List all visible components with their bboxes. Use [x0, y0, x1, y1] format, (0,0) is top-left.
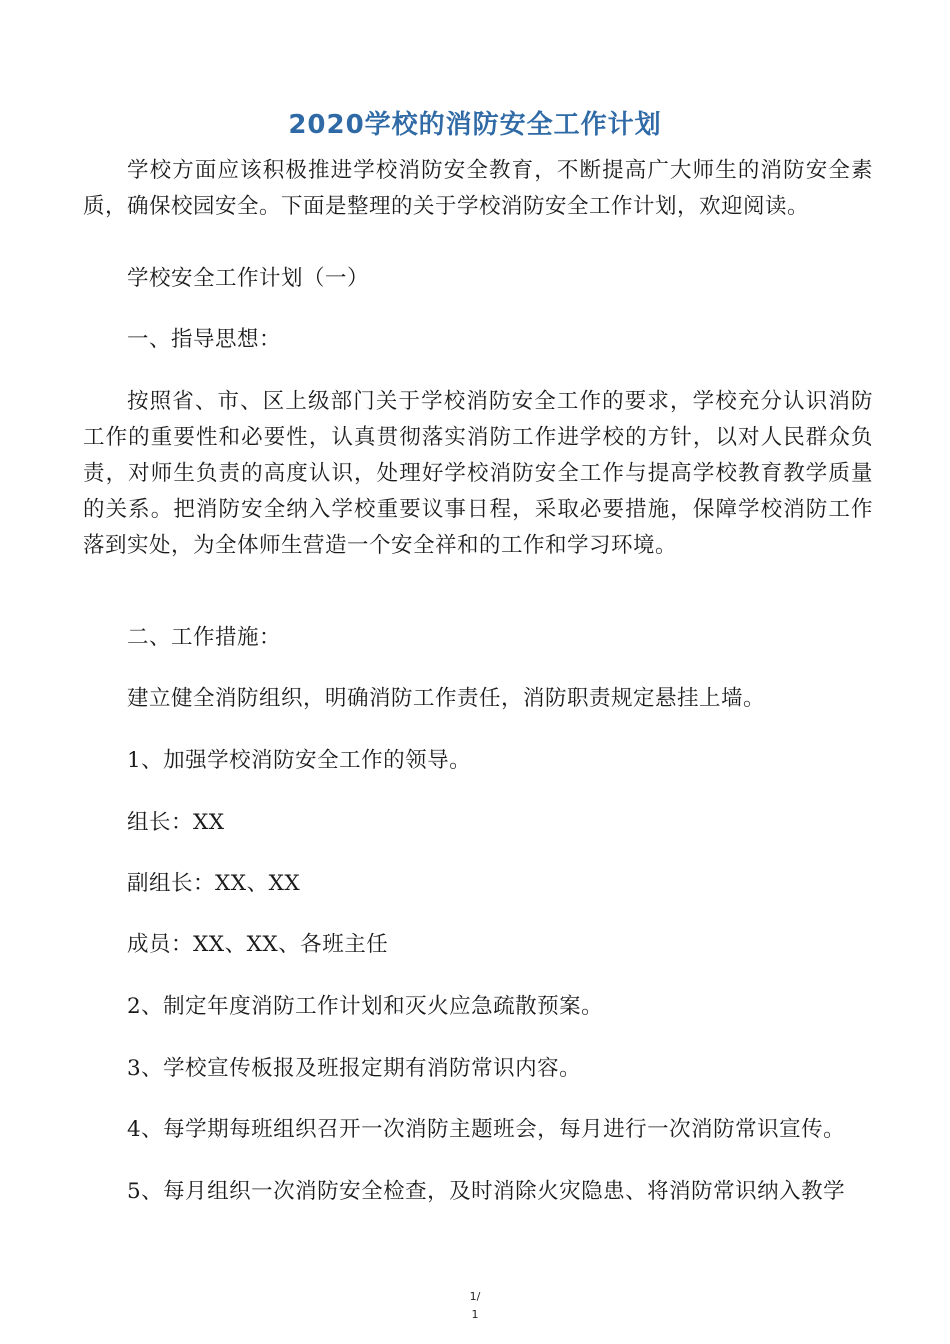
- heading-guiding-ideology: 一、指导思想：: [127, 327, 282, 352]
- page-number-line1: 1/: [469, 1290, 481, 1303]
- document-title: 2020学校的消防安全工作计划: [288, 110, 662, 140]
- list-item: 2、制定年度消防工作计划和灭火应急疏散预案。: [127, 994, 604, 1019]
- section-heading: 学校安全工作计划（一）: [127, 266, 370, 291]
- vice-leader-line: 副组长：XX、XX: [127, 871, 301, 896]
- measures-intro: 建立健全消防组织，明确消防工作责任，消防职责规定悬挂上墙。: [127, 686, 766, 711]
- list-item: 3、学校宣传板报及班报定期有消防常识内容。: [127, 1056, 582, 1081]
- leader-line: 组长：XX: [127, 810, 225, 835]
- page-number: [0, 1288, 950, 1324]
- intro-paragraph: 学校方面应该积极推进学校消防安全教育，不断提高广大师生的消防安全素质，确保校园安全。下面是整理的关于学校消防安全工作计划，欢迎阅读。: [83, 158, 873, 219]
- guiding-paragraph: 按照省、市、区上级部门关于学校消防安全工作的要求，学校充分认识消防工作的重要性和必要性，认真贯彻落实消防工作进学校的方针，以对人民群众负责，对师生负责的高度认识，处理好学校消防安全工作与提高学校教育教学质量的关系。把消防安全纳入学校重要议事日程，采取必要措施，保障学校消防工作落到实处，为全体师生营造一个安全祥和的工作和学习环境。: [83, 389, 873, 558]
- heading-work-measures: 二、工作措施：: [127, 625, 282, 650]
- list-item: 1、加强学校消防安全工作的领导。: [127, 748, 472, 773]
- page-number-line2: 1: [471, 1308, 479, 1321]
- list-item: 5、每月组织一次消防安全检查，及时消除火灾隐患、将消防常识纳入教学: [127, 1179, 846, 1204]
- list-item: 4、每学期每班组织召开一次消防主题班会，每月进行一次消防常识宣传。: [127, 1117, 846, 1142]
- members-line: 成员：XX、XX、各班主任: [127, 932, 389, 957]
